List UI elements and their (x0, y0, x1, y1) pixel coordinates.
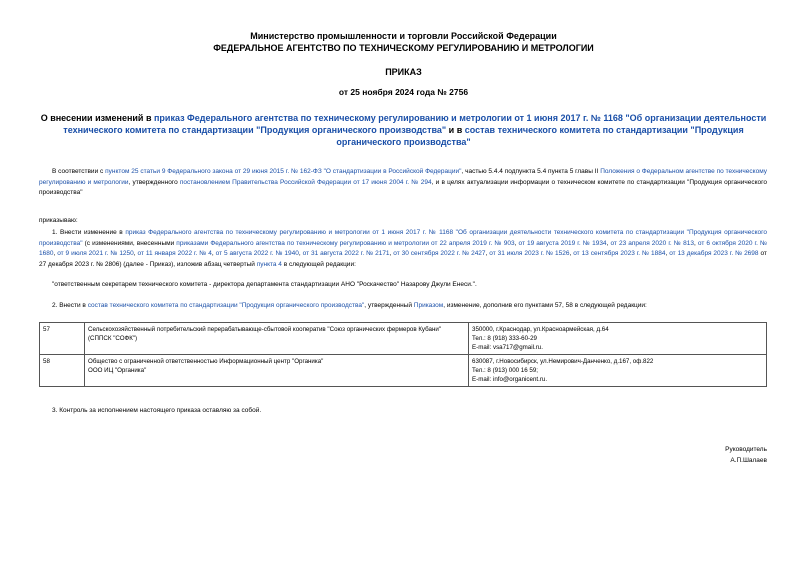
item-1-text: , (389, 250, 394, 257)
item-1-text: от 27 декабря 2023 г. № 2806) (далее - Приказ), изложив абзац четвертый (39, 250, 767, 268)
address-cell (469, 323, 767, 355)
link-federal-law[interactable]: пунктом 25 статьи 9 Федерального закона от 29 июня 2015 г. № 162-ФЗ "О стандартизации в Российской Федерации" (105, 168, 462, 175)
item-2-paragraph (52, 301, 767, 312)
title-middle: и в (446, 125, 465, 135)
phone-line: Тел.: 8 (913) 000 16 59; (472, 367, 539, 374)
item-2-text: , изменение, дополнив его пунктами 57, 58 в следующей редакции: (443, 302, 647, 309)
table-row (40, 323, 767, 355)
item-1-text: 1. Внести изменение в (52, 229, 126, 236)
item-1-text: (с изменениями, внесенными (82, 239, 177, 247)
members-table (39, 322, 767, 387)
preamble-paragraph (39, 167, 767, 199)
preamble-text: , утвержденного (128, 178, 180, 186)
link-committee-composition[interactable]: состав технического комитета по стандартизации "Продукция органического производства" (87, 302, 365, 309)
organization-name: Сельскохозяйственный потребительский перерабатывающе-сбытовой кооператив "Союз органических фермеров Кубани" (88, 326, 442, 333)
signatory-name: А.П.Шалаев (730, 457, 767, 464)
table-row (40, 355, 767, 387)
address-cell (469, 355, 767, 387)
agency-name: ФЕДЕРАЛЬНОЕ АГЕНТСТВО ПО ТЕХНИЧЕСКОМУ РЕГУЛИРОВАНИЮ И МЕТРОЛОГИИ (213, 43, 594, 53)
preamble-text: В соответствии с (52, 168, 106, 175)
link-amendment[interactable]: от 6 октября 2020 г. № 1680 (39, 239, 767, 257)
email-line: E-mail: vsa717@gmail.ru. (472, 344, 543, 351)
order-word: приказываю: (39, 217, 78, 224)
item-1-text: , (606, 239, 611, 247)
item-1-text: в следующей редакции: (281, 260, 356, 268)
link-order[interactable]: Приказом (413, 302, 444, 309)
link-amendment[interactable]: от 31 августа 2022 г. № 2171 (302, 250, 390, 257)
organization-name: Общество с ограниченной ответственностью Информационный центр "Органика" (88, 358, 324, 365)
item-1-text: , (665, 250, 670, 257)
item-1-text: , (514, 239, 519, 247)
item-3-paragraph: 3. Контроль за исполнением настоящего приказа оставляю за собой. (52, 407, 262, 414)
signatory-role: Руководитель (725, 446, 767, 453)
item-1-text: , (569, 250, 574, 257)
address-line: 350000, г.Краснодар, ул.Красноармейская, д.64 (472, 326, 609, 333)
row-number: 58 (40, 355, 85, 387)
title-link-composition[interactable]: состав технического комитета по стандартизации "Продукция органического производства" (336, 125, 744, 147)
item-2-text: 2. Внести в (52, 302, 88, 309)
link-amendment[interactable]: от 31 июля 2023 г. № 1526 (489, 250, 570, 257)
link-regulation[interactable]: Положения о Федеральном агентстве по техническому регулированию и метрологии (39, 168, 767, 186)
address-line: 630087, г.Новосибирск, ул.Немирович-Данченко, д.167, оф.822 (472, 358, 654, 365)
organization-short-name: (СППСК "СОФК") (88, 335, 138, 342)
new-wording-quote: "ответственным секретарем технического комитета - директора департамента стандартизации АНО "Роскачество" Назарову Джули Енеси.". (52, 281, 477, 288)
preamble-text: , частью 5.4.4 подпункта 5.4 пункта 5 главы II (461, 168, 601, 175)
link-amendment[interactable]: от 11 января 2022 г. № 4 (137, 250, 212, 257)
document-type: ПРИКАЗ (385, 67, 422, 77)
item-1-text: , (53, 250, 58, 257)
item-1-text: , (211, 250, 216, 257)
link-amendment[interactable]: от 19 августа 2019 г. № 1934 (518, 239, 607, 247)
organization-short-name: ООО ИЦ "Органика" (88, 367, 147, 374)
preamble-text: , и в целях актуализации информации о техническом комитете по стандартизации "Продукция органического производства" (39, 178, 767, 196)
document-date: от 25 ноября 2024 года № 2756 (338, 87, 469, 97)
email-line: E-mail: info@organicent.ru. (472, 376, 548, 383)
link-point-4[interactable]: пункта 4 (256, 260, 282, 268)
item-2-text: , утвержденный (364, 302, 414, 309)
title-prefix: О внесении изменений в (40, 113, 154, 123)
link-amendment[interactable]: приказами Федерального агентства по техническому регулированию и метрологии от 22 апреля 2019 г. № 903 (176, 239, 515, 247)
link-amendment[interactable]: от 5 августа 2022 г. № 1940 (215, 250, 299, 257)
link-amendment[interactable]: от 30 сентября 2022 г. № 2427 (393, 250, 486, 257)
link-amendment[interactable]: от 9 июля 2021 г. № 1250 (57, 250, 134, 257)
item-1-text: , (693, 239, 698, 247)
ministry-name: Министерство промышленности и торговли Российской Федерации (250, 31, 557, 41)
row-number: 57 (40, 323, 85, 355)
link-order-1168[interactable]: приказ Федерального агентства по техническому регулированию и метрологии от 1 июня 2017 г. № 1168 "Об организации деятельности технического комитета по стандартизации "Продукция органического производства" (39, 229, 767, 247)
item-1-text: , (133, 250, 138, 257)
link-government-decree[interactable]: постановлением Правительства Российской Федерации от 17 июня 2004 г. № 294 (179, 178, 432, 186)
item-1-text: , (298, 250, 303, 257)
title-link-order[interactable]: приказ Федерального агентства по техническому регулированию и метрологии от 1 июня 2017 г. № 1168 "Об организации деятельности технического комитета по стандартизации "Продукция органического производства" (63, 113, 767, 135)
item-1-paragraph (39, 228, 767, 270)
organization-cell (85, 355, 469, 387)
organization-cell (85, 323, 469, 355)
link-amendment[interactable]: от 23 апреля 2020 г. № 813 (610, 239, 694, 247)
link-amendment[interactable]: от 13 декабря 2023 г. № 2698 (669, 250, 759, 257)
phone-line: Тел.: 8 (918) 333-60-29 (472, 335, 537, 342)
link-amendment[interactable]: от 13 сентября 2023 г. № 1884 (573, 250, 666, 257)
item-1-text: , (485, 250, 490, 257)
document-title (40, 112, 767, 148)
